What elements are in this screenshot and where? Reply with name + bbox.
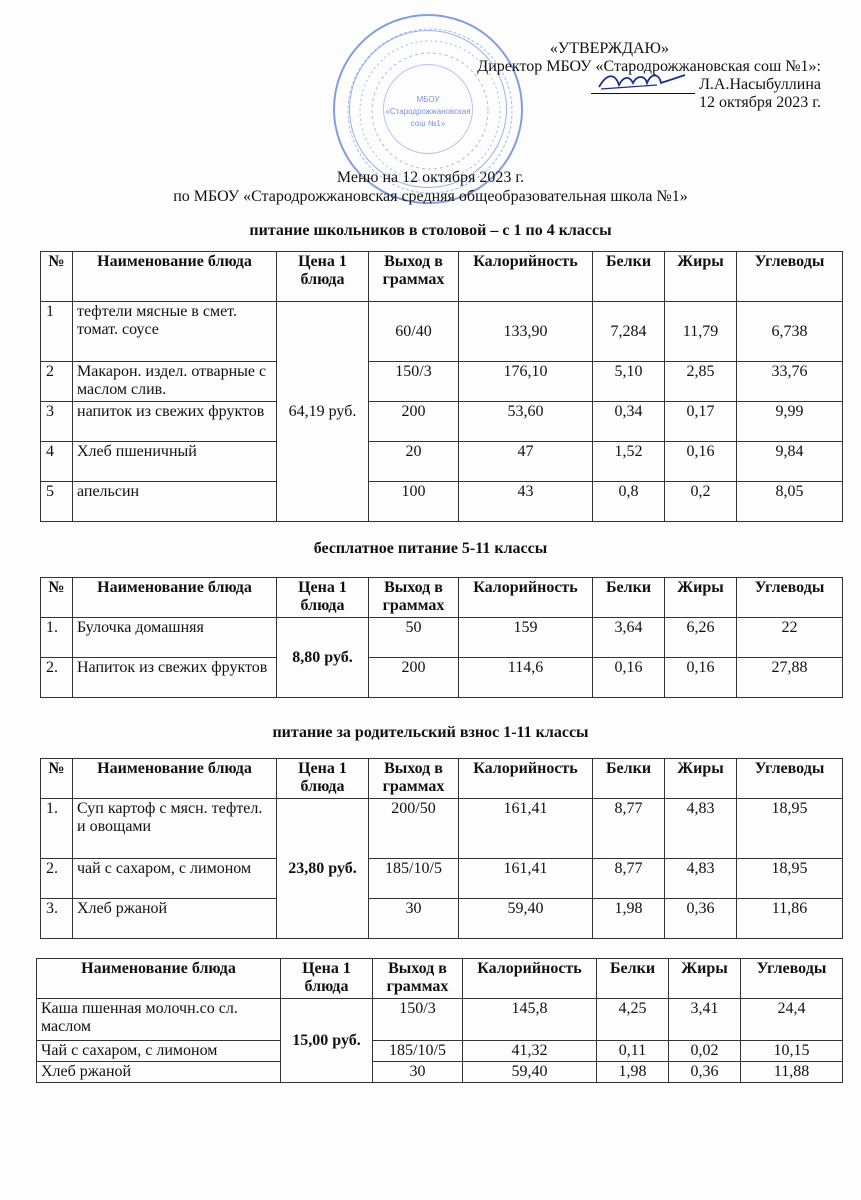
dish-carbs: 18,95 [737,799,843,859]
menu-table-free-5-11 [40,577,843,698]
dish-calories: 159 [459,618,593,658]
dish-yield: 200 [369,402,459,442]
dish-protein: 5,10 [593,362,665,402]
dish-yield: 30 [369,899,459,939]
dish-calories: 161,41 [459,859,593,899]
row-num: 4 [41,442,73,482]
header-calories: Калорийность [463,959,597,999]
dish-protein: 8,77 [593,799,665,859]
dish-fat: 2,85 [665,362,737,402]
table-header-row [37,959,843,999]
section-title-parent-fee: питание за родительский взнос 1-11 классы [272,724,589,741]
header-price: Цена 1 блюда [277,578,369,618]
dish-fat: 0,2 [665,482,737,522]
table-row [37,1041,843,1062]
header-name: Наименование блюда [73,759,277,799]
header-fat: Жиры [665,252,737,302]
header-protein: Белки [593,252,665,302]
dish-protein: 8,77 [593,859,665,899]
header-protein: Белки [593,759,665,799]
dish-yield: 20 [369,442,459,482]
title-line-1: Меню на 12 октября 2023 г. [336,169,525,186]
dish-fat: 0,02 [669,1041,741,1062]
dish-carbs: 24,4 [741,999,843,1041]
dish-yield: 200 [369,658,459,698]
dish-carbs: 10,15 [741,1041,843,1062]
header-fat: Жиры [669,959,741,999]
header-carbs: Углеводы [737,578,843,618]
dish-name: Чай с сахаром, с лимоном [37,1041,281,1062]
header-protein: Белки [597,959,669,999]
header-yield: Выход в граммах [373,959,463,999]
dish-yield: 50 [369,618,459,658]
stamp-line-2: «Стародрожжановская [385,107,471,116]
table-row [41,899,843,939]
row-num: 3. [41,899,73,939]
table-row [41,859,843,899]
table-row [37,1062,843,1083]
dish-price: 23,80 руб. [277,799,369,939]
dish-price: 64,19 руб. [277,302,369,522]
document-title [0,168,861,206]
dish-protein: 0,11 [597,1041,669,1062]
dish-protein: 0,34 [593,402,665,442]
dish-calories: 59,40 [463,1062,597,1083]
dish-fat: 4,83 [665,799,737,859]
dish-yield: 200/50 [369,799,459,859]
header-name: Наименование блюда [73,578,277,618]
dish-fat: 0,16 [665,442,737,482]
dish-protein: 1,52 [593,442,665,482]
dish-protein: 7,284 [593,302,665,362]
dish-yield: 150/3 [369,362,459,402]
dish-name: Суп картоф с мясн. тефтел. и овощами [73,799,277,859]
signature-line [591,79,695,94]
menu-table-extra [36,958,843,1083]
dish-yield: 150/3 [373,999,463,1041]
table-row [41,799,843,859]
stamp-line-3: сош №1» [410,119,446,128]
header-carbs: Углеводы [737,759,843,799]
row-num: 5 [41,482,73,522]
dish-fat: 6,26 [665,618,737,658]
approval-date: 12 октября 2023 г. [699,94,821,111]
table-row [37,999,843,1041]
approval-block [477,40,821,112]
header-num: № [41,759,73,799]
director-name: Л.А.Насыбуллина [699,76,821,93]
dish-calories: 47 [459,442,593,482]
dish-yield: 185/10/5 [369,859,459,899]
dish-calories: 43 [459,482,593,522]
header-calories: Калорийность [459,578,593,618]
dish-calories: 133,90 [459,302,593,362]
dish-carbs: 9,99 [737,402,843,442]
title-line-2: по МБОУ «Стародрожжановская средняя общеобразовательная школа №1» [173,188,688,205]
dish-name: Напиток из свежих фруктов [73,658,277,698]
row-num: 2. [41,859,73,899]
header-carbs: Углеводы [737,252,843,302]
menu-table-grades-1-4 [40,251,843,522]
signature-icon [597,69,687,93]
dish-yield: 185/10/5 [373,1041,463,1062]
dish-calories: 114,6 [459,658,593,698]
table-header-row [41,252,843,302]
dish-protein: 1,98 [597,1062,669,1083]
dish-fat: 0,16 [665,658,737,698]
table-row [41,442,843,482]
header-calories: Калорийность [459,252,593,302]
dish-carbs: 6,738 [737,302,843,362]
dish-calories: 161,41 [459,799,593,859]
dish-name: Хлеб ржаной [37,1062,281,1083]
table-row [41,618,843,658]
dish-calories: 145,8 [463,999,597,1041]
header-yield: Выход в граммах [369,759,459,799]
dish-carbs: 8,05 [737,482,843,522]
dish-calories: 53,60 [459,402,593,442]
dish-name: Хлеб ржаной [73,899,277,939]
dish-carbs: 27,88 [737,658,843,698]
header-yield: Выход в граммах [369,252,459,302]
signature-row [477,76,821,94]
dish-name: апельсин [73,482,277,522]
table-header-row [41,578,843,618]
row-num: 3 [41,402,73,442]
header-price: Цена 1 блюда [277,759,369,799]
table-row [41,362,843,402]
dish-calories: 176,10 [459,362,593,402]
header-price: Цена 1 блюда [277,252,369,302]
dish-name: чай с сахаром, с лимоном [73,859,277,899]
header-fat: Жиры [665,578,737,618]
dish-fat: 11,79 [665,302,737,362]
dish-calories: 41,32 [463,1041,597,1062]
menu-table-parent-fee [40,758,843,939]
dish-carbs: 22 [737,618,843,658]
approval-heading: «УТВЕРЖДАЮ» [549,40,669,57]
header-carbs: Углеводы [741,959,843,999]
header-num: № [41,252,73,302]
dish-protein: 0,8 [593,482,665,522]
dish-fat: 4,83 [665,859,737,899]
header-name: Наименование блюда [37,959,281,999]
row-num: 1. [41,618,73,658]
dish-name: Каша пшенная молочн.со сл. маслом [37,999,281,1041]
dish-name: Макарон. издел. отварные с маслом слив. [73,362,277,402]
dish-carbs: 33,76 [737,362,843,402]
header-price: Цена 1 блюда [281,959,373,999]
dish-fat: 0,36 [665,899,737,939]
header-protein: Белки [593,578,665,618]
section-title-grades-1-4: питание школьников в столовой – с 1 по 4 классы [249,222,612,239]
dish-price: 15,00 руб. [281,999,373,1083]
dish-protein: 0,16 [593,658,665,698]
dish-name: Булочка домашняя [73,618,277,658]
dish-protein: 3,64 [593,618,665,658]
dish-yield: 100 [369,482,459,522]
table-header-row [41,759,843,799]
header-yield: Выход в граммах [369,578,459,618]
header-calories: Калорийность [459,759,593,799]
stamp-line-1: МБОУ [416,95,440,104]
dish-name: напиток из свежих фруктов [73,402,277,442]
table-row [41,302,843,362]
dish-name: тефтели мясные в смет. томат. соусе [73,302,277,362]
dish-price: 8,80 руб. [277,618,369,698]
dish-fat: 0,17 [665,402,737,442]
row-num: 2 [41,362,73,402]
dish-yield: 60/40 [369,302,459,362]
dish-name: Хлеб пшеничный [73,442,277,482]
dish-carbs: 11,86 [737,899,843,939]
dish-calories: 59,40 [459,899,593,939]
approval-position: Директор МБОУ «Стародрожжановская сош №1»: [477,58,821,75]
row-num: 2. [41,658,73,698]
dish-protein: 4,25 [597,999,669,1041]
header-num: № [41,578,73,618]
dish-carbs: 18,95 [737,859,843,899]
header-name: Наименование блюда [73,252,277,302]
dish-carbs: 11,88 [741,1062,843,1083]
row-num: 1 [41,302,73,362]
dish-protein: 1,98 [593,899,665,939]
table-row [41,482,843,522]
dish-carbs: 9,84 [737,442,843,482]
section-title-free-5-11: бесплатное питание 5-11 классы [313,540,548,557]
row-num: 1. [41,799,73,859]
table-row [41,402,843,442]
dish-fat: 0,36 [669,1062,741,1083]
header-fat: Жиры [665,759,737,799]
dish-fat: 3,41 [669,999,741,1041]
table-row [41,658,843,698]
dish-yield: 30 [373,1062,463,1083]
